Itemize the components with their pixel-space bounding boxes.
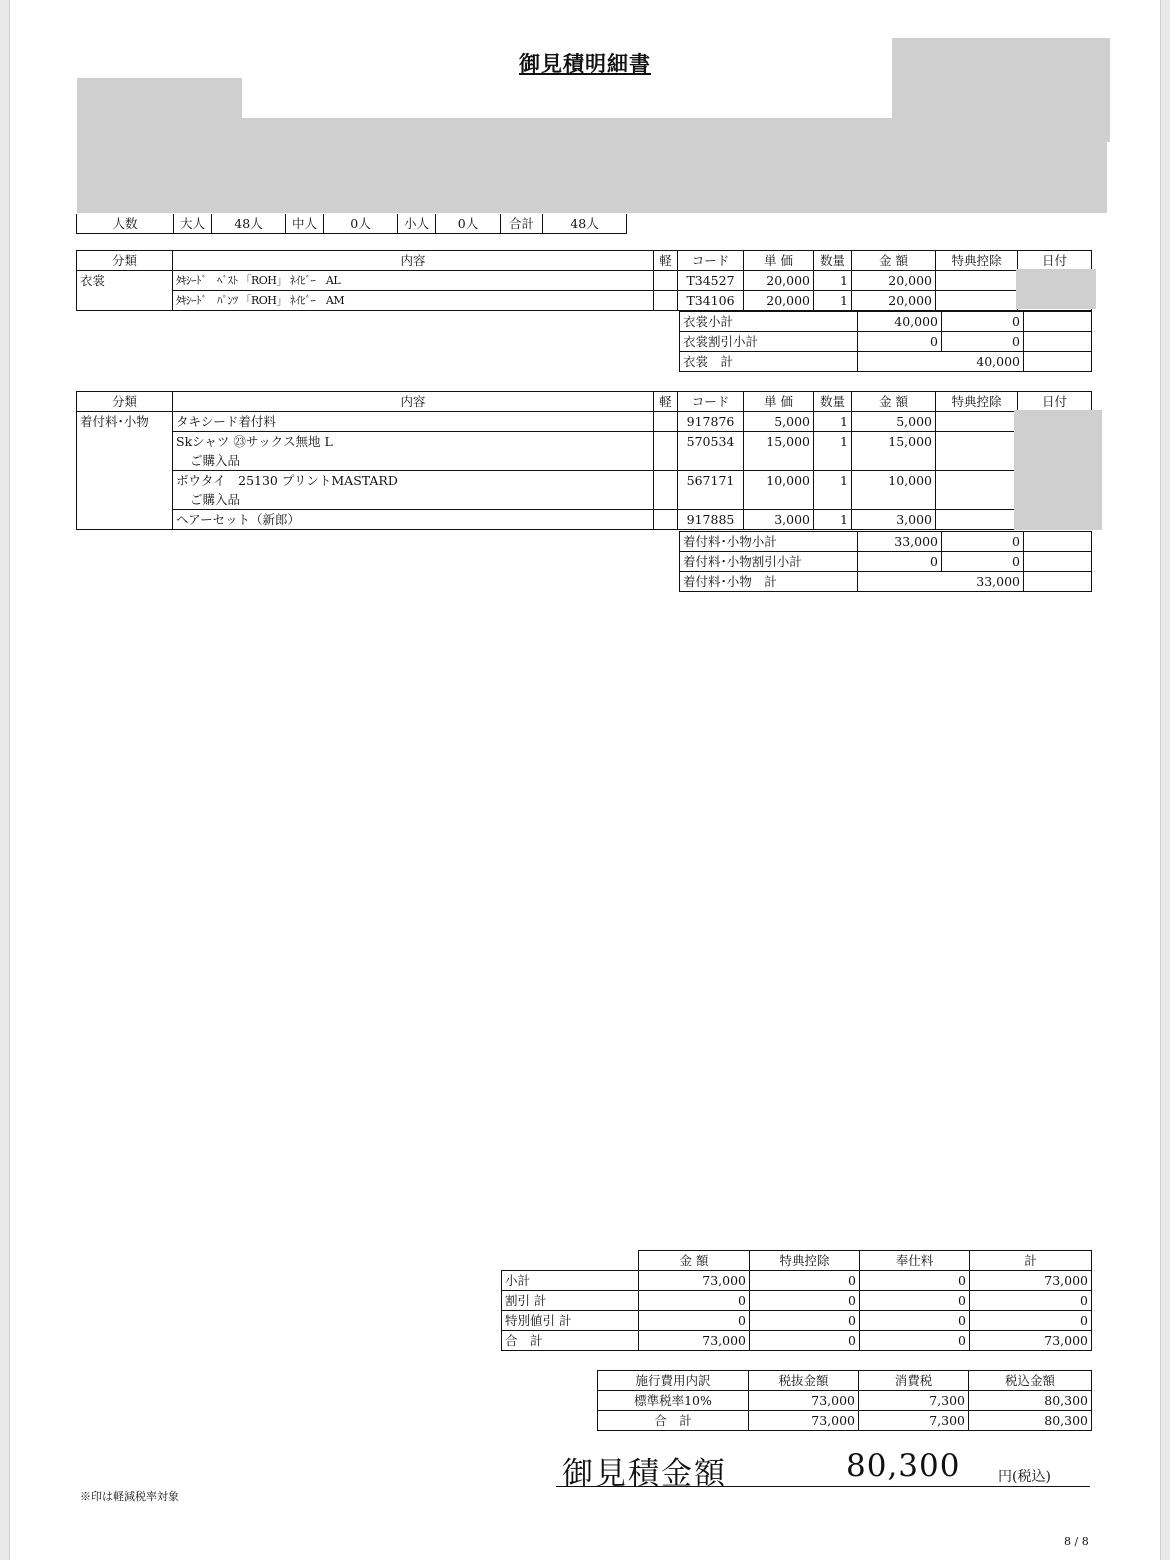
item-amount: 20,000 <box>852 271 936 291</box>
reduced-mark <box>654 412 678 432</box>
tax-value: 7,300 <box>859 1411 969 1431</box>
summary-value: 73,000 <box>970 1331 1092 1351</box>
item-benefit <box>936 271 1018 291</box>
item-content: ﾀｷｼｰﾄﾞ ﾊﾟﾝﾂ 「ROH」 ﾈｲﾋﾞｰ AM <box>173 291 654 311</box>
table-row <box>598 1411 1092 1431</box>
page-number: 8 / 8 <box>1064 1535 1089 1548</box>
costume-total: 40,000 <box>858 352 1024 372</box>
empty-cell <box>1024 352 1092 372</box>
summary-value: 73,000 <box>639 1271 750 1291</box>
tax-value: 80,300 <box>969 1391 1092 1411</box>
item-amount: 10,000 <box>852 471 936 510</box>
item-qty: 1 <box>814 432 852 471</box>
item-unit-price: 15,000 <box>744 432 814 471</box>
empty-cell <box>1024 532 1092 552</box>
table-row <box>77 291 1092 311</box>
table-row <box>77 271 1092 291</box>
item-unit-price: 20,000 <box>744 291 814 311</box>
reduced-mark <box>654 291 678 311</box>
reduced-mark <box>654 432 678 471</box>
summary-value: 73,000 <box>639 1331 750 1351</box>
item-qty: 1 <box>814 412 852 432</box>
summary-value: 0 <box>970 1311 1092 1331</box>
header-category: 分類 <box>77 251 173 271</box>
header-reduced: 軽 <box>654 251 678 271</box>
empty-cell <box>1024 552 1092 572</box>
summary-row-label: 特別値引 計 <box>502 1311 639 1331</box>
page-title: 御見積明細書 <box>519 51 651 76</box>
redacted-block <box>1014 410 1102 530</box>
dressing-subtotal-table <box>679 531 1092 592</box>
item-content: ヘアーセット（新郎） <box>173 510 654 530</box>
tax-value: 7,300 <box>859 1391 969 1411</box>
subtotal-label: 着付料･小物小計 <box>680 532 858 552</box>
header-content: 内容 <box>173 392 654 412</box>
summary-value: 0 <box>860 1271 970 1291</box>
redacted-block <box>77 118 1107 213</box>
total-label: 着付料･小物 計 <box>680 572 858 592</box>
header-qty: 数量 <box>814 392 852 412</box>
category-cell: 衣裳 <box>77 271 173 311</box>
summary-value: 0 <box>860 1331 970 1351</box>
summary-value: 0 <box>860 1311 970 1331</box>
item-benefit <box>936 412 1018 432</box>
item-qty: 1 <box>814 510 852 530</box>
child-count: 0人 <box>436 214 501 234</box>
header-date: 日付 <box>1018 251 1092 271</box>
reduced-tax-note: ※印は軽減税率対象 <box>80 1490 179 1503</box>
middle-label: 中人 <box>286 214 324 234</box>
summary-header: 特典控除 <box>750 1251 860 1271</box>
item-code: 917885 <box>678 510 744 530</box>
item-benefit <box>936 510 1018 530</box>
page-edge-left <box>0 0 10 1560</box>
header-amount: 金 額 <box>852 392 936 412</box>
people-table <box>76 214 627 234</box>
reduced-mark <box>654 510 678 530</box>
subtotal-label: 衣裳小計 <box>680 312 858 332</box>
item-unit-price: 20,000 <box>744 271 814 291</box>
item-code: 917876 <box>678 412 744 432</box>
item-content: Skシャツ ㉓サックス無地 L <box>176 434 333 449</box>
header-date: 日付 <box>1018 392 1092 412</box>
summary-header: 計 <box>970 1251 1092 1271</box>
summary-table <box>501 1250 1092 1351</box>
item-content: タキシード着付料 <box>173 412 654 432</box>
item-content: ボウタイ 25130 プリントMASTARD <box>176 473 398 488</box>
item-benefit <box>936 471 1018 510</box>
page-edge-right <box>1160 0 1170 1560</box>
header-code: コード <box>678 251 744 271</box>
summary-header: 奉仕料 <box>860 1251 970 1271</box>
item-note: ご購入品 <box>190 492 241 507</box>
summary-row-label: 小計 <box>502 1271 639 1291</box>
tax-header: 税抜金額 <box>749 1371 859 1391</box>
redacted-block <box>1016 269 1096 309</box>
adult-label: 大人 <box>174 214 212 234</box>
summary-row-label: 合 計 <box>502 1331 639 1351</box>
discount-benefit: 0 <box>942 552 1024 572</box>
item-note: ご購入品 <box>190 453 241 468</box>
reduced-mark <box>654 471 678 510</box>
item-unit-price: 5,000 <box>744 412 814 432</box>
header-category: 分類 <box>77 392 173 412</box>
table-row <box>598 1391 1092 1411</box>
subtotal-benefit: 0 <box>942 532 1024 552</box>
costume-table <box>76 250 1092 311</box>
item-code: 567171 <box>678 471 744 510</box>
dressing-table <box>76 391 1092 530</box>
table-row <box>77 510 1092 530</box>
people-total: 48人 <box>543 214 627 234</box>
item-content: ﾀｷｼｰﾄﾞ ﾍﾞｽﾄ 「ROH」 ﾈｲﾋﾞｰ AL <box>173 271 654 291</box>
item-benefit <box>936 291 1018 311</box>
tax-row-label: 標準税率10% <box>598 1391 749 1411</box>
summary-value: 0 <box>750 1311 860 1331</box>
adult-count: 48人 <box>212 214 286 234</box>
discount-label: 着付料･小物割引小計 <box>680 552 858 572</box>
child-label: 小人 <box>398 214 436 234</box>
empty-cell <box>1024 332 1092 352</box>
summary-header: 金 額 <box>639 1251 750 1271</box>
subtotal-benefit: 0 <box>942 312 1024 332</box>
grand-total-amount: 80,300 <box>846 1448 961 1484</box>
item-code: T34527 <box>678 271 744 291</box>
header-unit-price: 単 価 <box>744 392 814 412</box>
summary-value: 0 <box>970 1291 1092 1311</box>
table-row <box>77 412 1092 432</box>
item-amount: 3,000 <box>852 510 936 530</box>
header-unit-price: 単 価 <box>744 251 814 271</box>
summary-value: 0 <box>750 1291 860 1311</box>
discount-amount: 0 <box>858 552 942 572</box>
grand-total <box>556 1448 1090 1492</box>
header-benefit: 特典控除 <box>936 392 1018 412</box>
summary-row-label: 割引 計 <box>502 1291 639 1311</box>
discount-label: 衣裳割引小計 <box>680 332 858 352</box>
tax-value: 80,300 <box>969 1411 1092 1431</box>
total-label: 衣裳 計 <box>680 352 858 372</box>
subtotal-amount: 33,000 <box>858 532 942 552</box>
tax-row-label: 合 計 <box>598 1411 749 1431</box>
dressing-total: 33,000 <box>858 572 1024 592</box>
grand-total-label: 御見積金額 <box>562 1456 727 1492</box>
header-reduced: 軽 <box>654 392 678 412</box>
summary-value: 0 <box>639 1311 750 1331</box>
summary-value: 73,000 <box>970 1271 1092 1291</box>
table-row <box>502 1331 1092 1351</box>
table-row <box>502 1311 1092 1331</box>
discount-benefit: 0 <box>942 332 1024 352</box>
table-row <box>77 471 1092 510</box>
item-benefit <box>936 432 1018 471</box>
discount-amount: 0 <box>858 332 942 352</box>
item-qty: 1 <box>814 471 852 510</box>
summary-value: 0 <box>750 1271 860 1291</box>
header-code: コード <box>678 392 744 412</box>
item-qty: 1 <box>814 271 852 291</box>
tax-header: 施行費用内訳 <box>598 1371 749 1391</box>
middle-count: 0人 <box>324 214 398 234</box>
item-unit-price: 10,000 <box>744 471 814 510</box>
empty-cell <box>1024 572 1092 592</box>
tax-value: 73,000 <box>749 1391 859 1411</box>
table-row <box>502 1291 1092 1311</box>
subtotal-amount: 40,000 <box>858 312 942 332</box>
item-amount: 20,000 <box>852 291 936 311</box>
item-amount: 15,000 <box>852 432 936 471</box>
item-code: T34106 <box>678 291 744 311</box>
item-unit-price: 3,000 <box>744 510 814 530</box>
summary-value: 0 <box>750 1331 860 1351</box>
tax-header: 消費税 <box>859 1371 969 1391</box>
header-content: 内容 <box>173 251 654 271</box>
tax-header: 税込金額 <box>969 1371 1092 1391</box>
table-row <box>77 432 1092 471</box>
people-label: 人数 <box>77 214 174 234</box>
grand-total-unit: 円(税込) <box>998 1469 1051 1485</box>
empty-cell <box>502 1251 639 1271</box>
summary-value: 0 <box>860 1291 970 1311</box>
tax-table <box>597 1370 1092 1431</box>
item-amount: 5,000 <box>852 412 936 432</box>
redacted-block <box>77 78 242 120</box>
header-qty: 数量 <box>814 251 852 271</box>
summary-value: 0 <box>639 1291 750 1311</box>
costume-subtotal-table <box>679 311 1092 372</box>
tax-value: 73,000 <box>749 1411 859 1431</box>
reduced-mark <box>654 271 678 291</box>
header-benefit: 特典控除 <box>936 251 1018 271</box>
category-cell: 着付料･小物 <box>77 412 173 530</box>
item-qty: 1 <box>814 291 852 311</box>
item-code: 570534 <box>678 432 744 471</box>
empty-cell <box>1024 312 1092 332</box>
people-total-label: 合計 <box>501 214 543 234</box>
header-amount: 金 額 <box>852 251 936 271</box>
table-row <box>502 1271 1092 1291</box>
